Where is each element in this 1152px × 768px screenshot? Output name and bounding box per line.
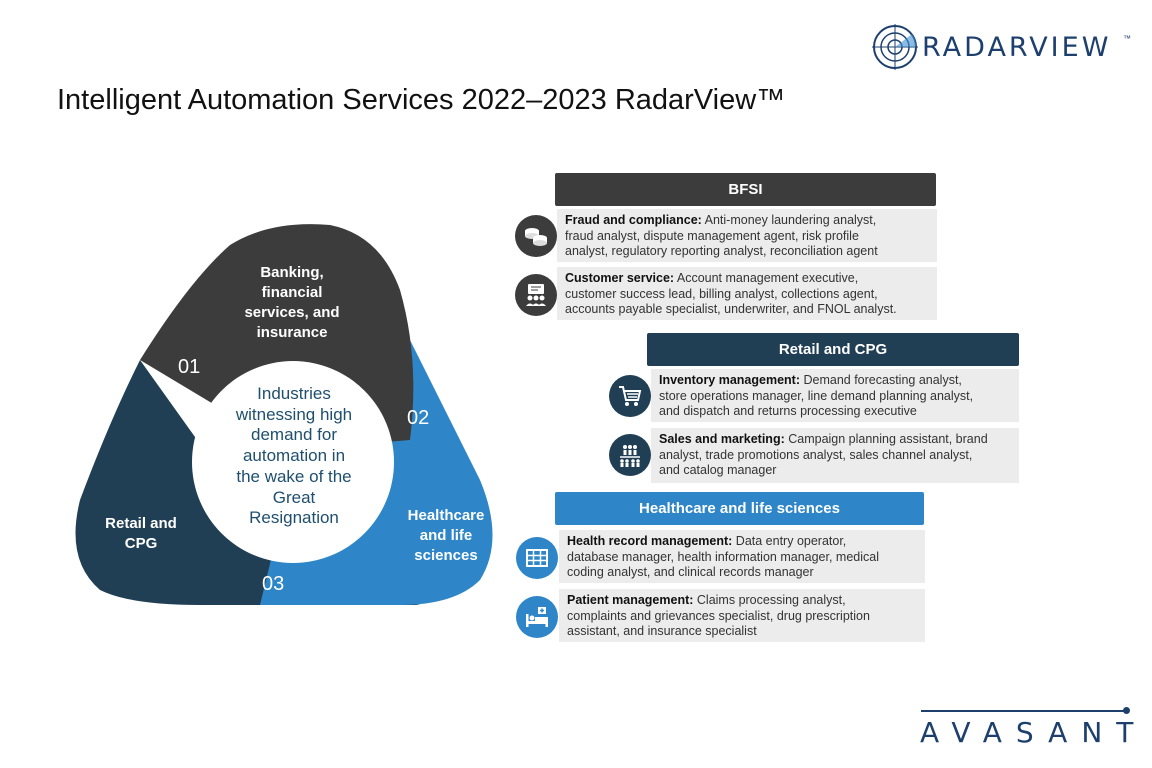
card-patient-management: Patient management: Claims processing analyst, complaints and grievances specialist, drug prescription assistant, and insurance specialist bbox=[559, 589, 925, 642]
card-inventory-management: Inventory management: Demand forecasting analyst, store operations manager, line demand planning analyst, and dispatch and returns processing executive bbox=[651, 369, 1019, 422]
section-header-retail: Retail and CPG bbox=[647, 333, 1019, 366]
page-title: Intelligent Automation Services 2022–2023 RadarView™ bbox=[57, 84, 786, 116]
avasant-logo: AVASANT bbox=[920, 716, 1148, 749]
segment-number-02: 02 bbox=[407, 407, 430, 429]
center-text: Industries witnessing high demand for automation in the wake of the Great Resignation bbox=[235, 384, 353, 528]
radarview-logo-text: RADARVIEW bbox=[922, 32, 1112, 63]
coins-icon bbox=[515, 215, 557, 257]
card-customer-service: Customer service: Account management executive, customer success lead, billing analyst, collections agent, accounts payable specialist, underwriter, and FNOL analyst. bbox=[557, 267, 937, 320]
section-header-healthcare: Healthcare and life sciences bbox=[555, 492, 924, 525]
hospital-bed-icon bbox=[516, 596, 558, 638]
card-health-record-management: Health record management: Data entry operator, database manager, health information manager, medical coding analyst, and clinical records manager bbox=[559, 530, 925, 583]
avasant-logo-dot bbox=[1123, 707, 1130, 714]
radarview-logo-tm: ™ bbox=[1123, 34, 1131, 43]
card-fraud-compliance: Fraud and compliance: Anti-money laundering analyst, fraud analyst, dispute management agent, risk profile analyst, regulatory reporting analyst, reconciliation agent bbox=[557, 209, 937, 262]
segment-number-01: 01 bbox=[178, 356, 201, 378]
shopping-cart-icon bbox=[609, 375, 651, 417]
segment-label-healthcare: Healthcare and life sciences bbox=[407, 507, 485, 564]
people-network-icon bbox=[609, 434, 651, 476]
radar-icon bbox=[870, 22, 920, 72]
segment-number-03: 03 bbox=[262, 573, 285, 595]
avasant-logo-line bbox=[921, 710, 1126, 712]
card-sales-marketing: Sales and marketing: Campaign planning assistant, brand analyst, trade promotions analyst, sales channel analyst, and catalog manager bbox=[651, 428, 1019, 483]
customer-service-icon bbox=[515, 274, 557, 316]
table-grid-icon bbox=[516, 537, 558, 579]
segment-label-retail: Retail and CPG bbox=[105, 515, 177, 552]
radarview-logo bbox=[870, 22, 1140, 72]
segment-label-bfsi: Banking, financial services, and insurance bbox=[244, 264, 340, 341]
section-header-bfsi: BFSI bbox=[555, 173, 936, 206]
